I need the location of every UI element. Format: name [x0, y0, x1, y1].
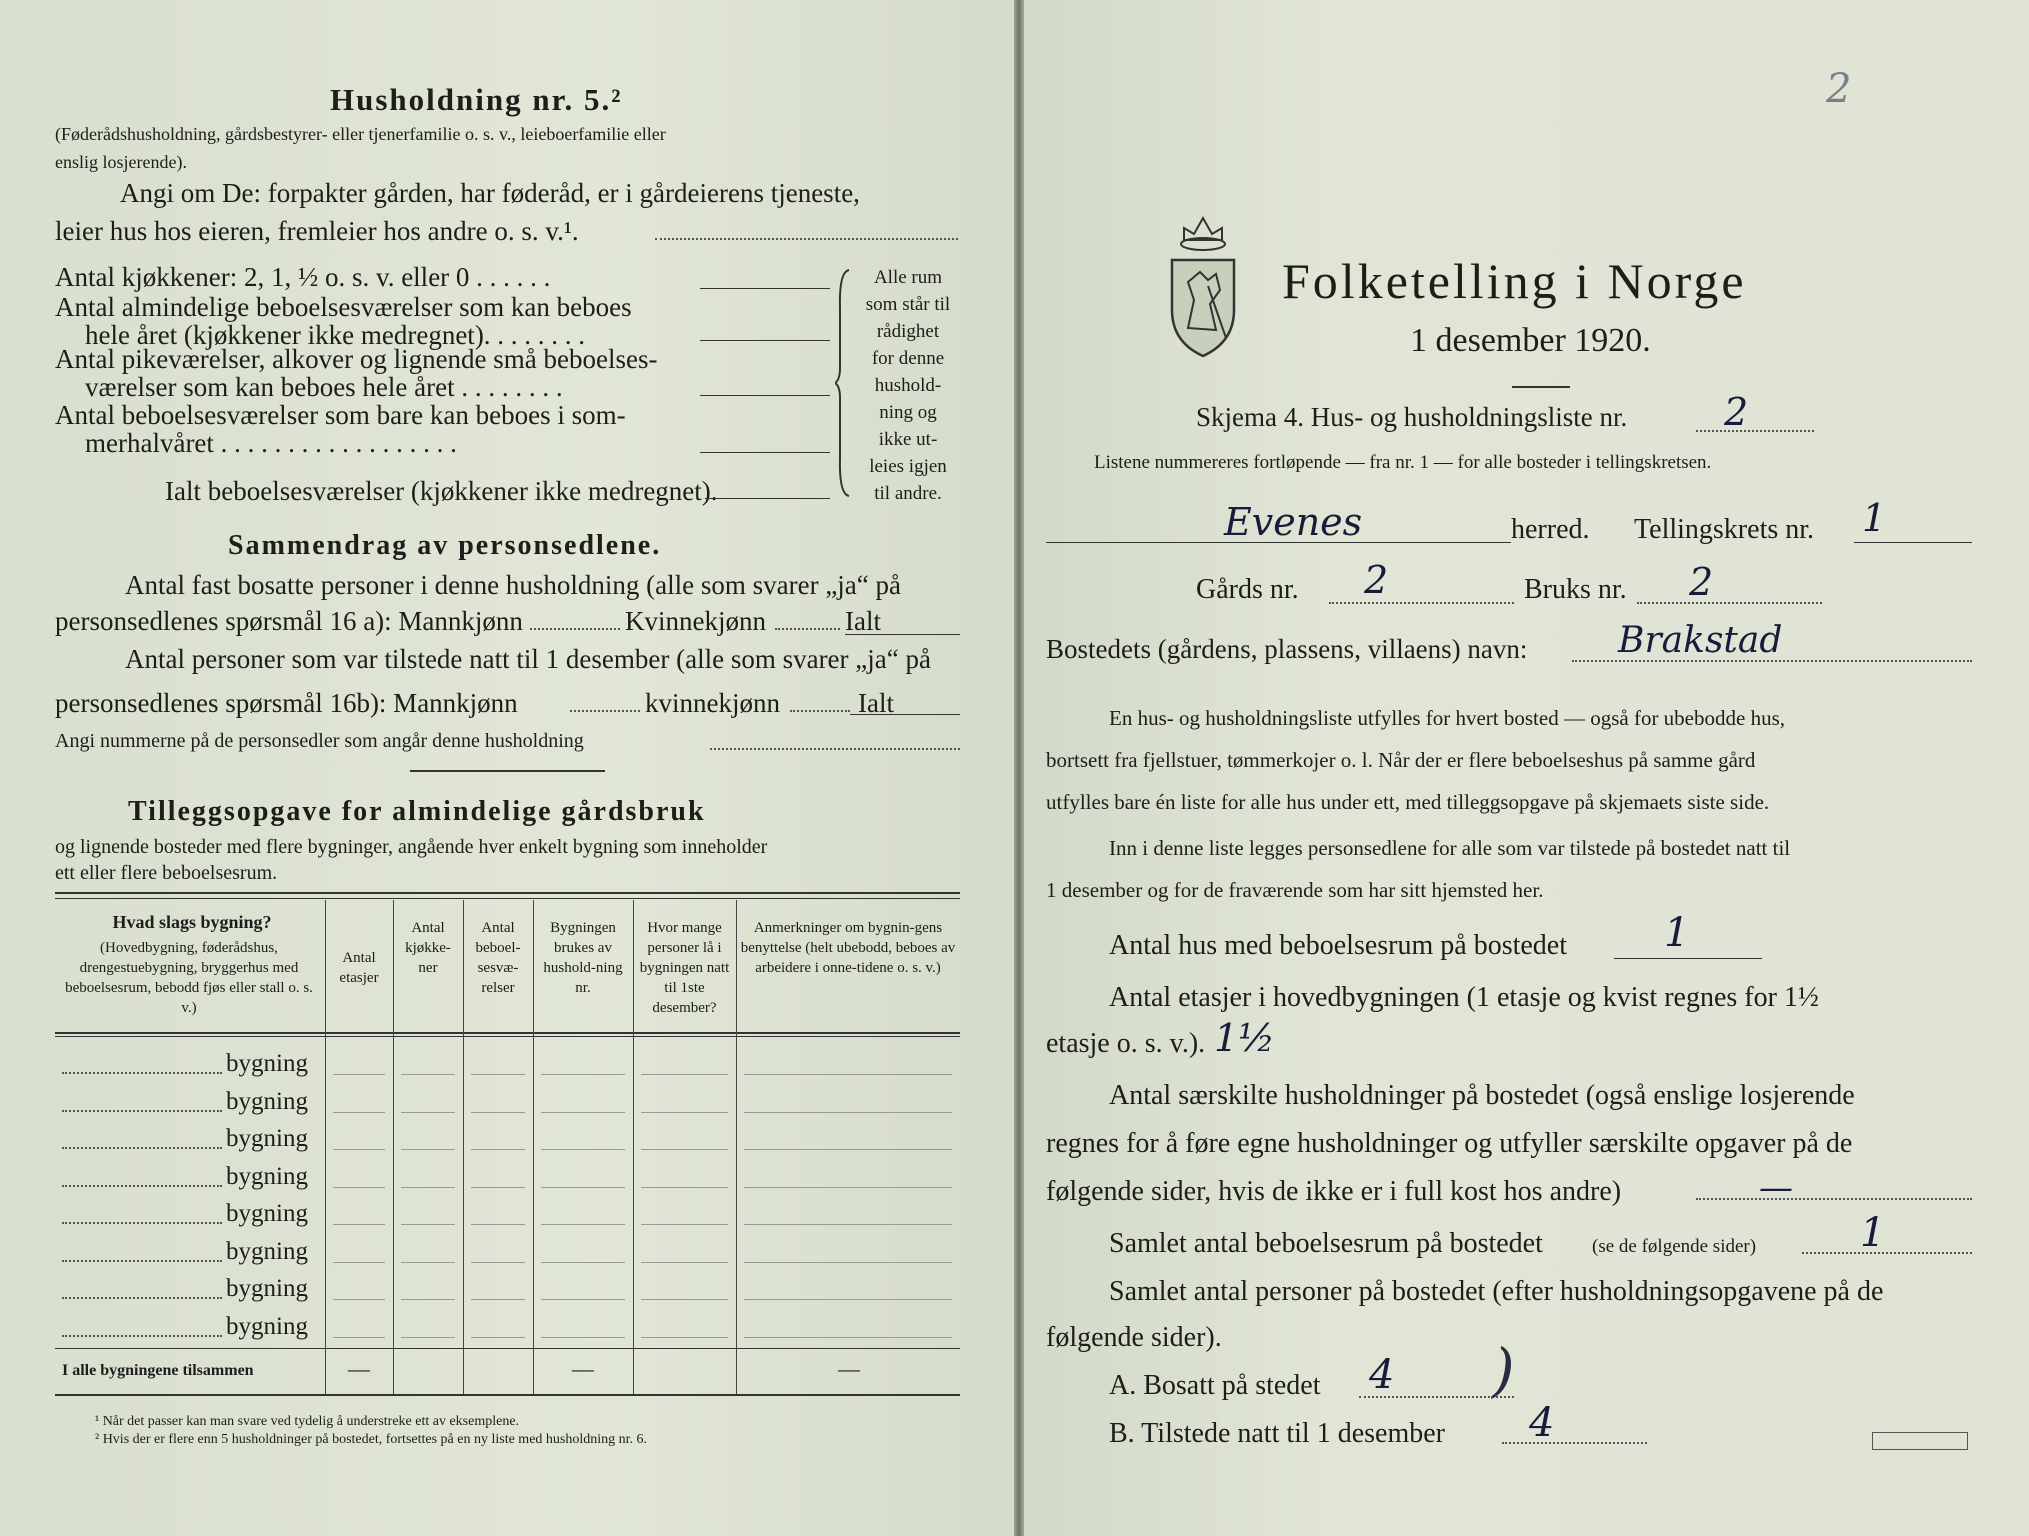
samlet-pers-label-b: følgende sider). — [1046, 1322, 1222, 1353]
husholdning-title: Husholdning nr. 5.² — [330, 82, 623, 117]
ialt-rooms-label: Ialt beboelsesværelser (kjøkkener ikke medregnet). — [165, 476, 718, 506]
alm-field[interactable] — [700, 340, 830, 341]
gards-value[interactable]: 2 — [1364, 558, 1389, 602]
samlet-pers-label-a: Samlet antal personer på bostedet (efter husholdningsopgavene på de — [1109, 1276, 1884, 1307]
hus-field — [1614, 958, 1762, 959]
table-cell-field[interactable] — [333, 1224, 385, 1225]
table-total-rule — [55, 1348, 960, 1349]
tillegg-sub-b: ett eller flere beboelsesrum. — [55, 862, 278, 884]
building-row-label: bygning — [226, 1125, 308, 1152]
sammendrag-p2c: kvinnekjønn — [645, 688, 780, 718]
angi-line-a: Angi om De: forpakter gården, har føderåd, er i gårdeierens tjeneste, — [120, 178, 860, 208]
table-cell-field[interactable] — [641, 1187, 728, 1188]
table-cell-field[interactable] — [401, 1149, 455, 1150]
table-cell-field[interactable] — [401, 1112, 455, 1113]
building-type-field[interactable] — [62, 1147, 222, 1149]
sammendrag-p1d: Ialt — [845, 606, 881, 636]
p1-ialt-field[interactable] — [845, 634, 960, 635]
bracket-mark: ) — [1492, 1336, 1515, 1404]
section-divider — [410, 770, 605, 772]
herred-value[interactable]: Evenes — [1224, 500, 1363, 544]
table-cell-field[interactable] — [541, 1337, 625, 1338]
table-cell-field[interactable] — [641, 1224, 728, 1225]
brace-note-line: hushold- — [874, 375, 942, 396]
krets-field — [1854, 542, 1972, 543]
gards-field — [1329, 602, 1514, 604]
angi-line-b: leier hus hos eieren, fremleier hos andre o. s. v.¹. — [55, 216, 579, 246]
p3-field[interactable] — [710, 748, 960, 750]
p2-kvinne-field[interactable] — [790, 710, 850, 712]
bosatt-field — [1359, 1396, 1514, 1398]
somm-label-b: merhalvåret . . . . . . . . . . . . . . . . . . — [85, 428, 457, 458]
table-cell-field[interactable] — [541, 1112, 625, 1113]
building-row-label: bygning — [226, 1050, 308, 1077]
krets-value[interactable]: 1 — [1862, 496, 1887, 540]
printer-stamp — [1872, 1432, 1968, 1450]
table-cell-field[interactable] — [471, 1187, 525, 1188]
skjema-label: Skjema 4. Hus- og husholdningsliste nr. — [1196, 402, 1628, 432]
table-cell-field[interactable] — [641, 1074, 728, 1075]
total-dash-anmerkninger: — — [838, 1356, 860, 1381]
alm-label-b: hele året (kjøkkener ikke medregnet). . . . . . . . — [85, 320, 586, 350]
table-cell-field[interactable] — [541, 1074, 625, 1075]
sarsk-label-a: Antal særskilte husholdninger på bostedet (også enslige losjerende — [1109, 1080, 1855, 1111]
table-cell-field[interactable] — [401, 1337, 455, 1338]
pike-label-b: værelser som kan beboes hele året . . . . . . . . — [85, 372, 563, 402]
instruction-1: En hus- og husholdningsliste utfylles for hvert bosted — også for ubebodde hus, — [1109, 706, 1785, 730]
sammendrag-p2a: Antal personer som var tilstede natt til 1 desember (alle som svarer „ja“ på — [125, 644, 931, 674]
table-cell-field[interactable] — [641, 1112, 728, 1113]
brace-note-line: for denne — [871, 348, 945, 369]
table-cell-field[interactable] — [744, 1262, 952, 1263]
tilstede-label: B. Tilstede natt til 1 desember — [1109, 1418, 1445, 1449]
pike-field[interactable] — [700, 395, 830, 396]
husholdning-subtitle-a: (Føderådshusholdning, gårdsbestyrer- eller tjenerfamilie o. s. v., leieboerfamilie eller — [55, 124, 666, 144]
main-title: Folketelling i Norge — [1282, 253, 1747, 309]
building-row-label: bygning — [226, 1312, 308, 1340]
tillegg-title: Tilleggsopgave for almindelige gårdsbruk — [128, 796, 706, 827]
table-cell-field[interactable] — [333, 1149, 385, 1150]
table-header-cell: Bygningen brukes av hushold-ning nr. — [543, 920, 623, 996]
table-cell-field[interactable] — [641, 1262, 728, 1263]
sammendrag-p2b: personsedlenes spørsmål 16b): Mannkjønn — [55, 688, 518, 718]
table-header-rule-thin — [55, 1036, 960, 1037]
table-header-cell: Antal etasjer — [339, 950, 379, 986]
table-cell-field[interactable] — [541, 1187, 625, 1188]
brace-note-line: som står til — [865, 294, 951, 315]
hus-value[interactable]: 1 — [1664, 910, 1690, 956]
brace-note-line: Alle rum — [873, 267, 943, 288]
table-column-rule — [736, 900, 737, 1394]
book-gutter — [1014, 0, 1024, 1536]
hus-label: Antal hus med beboelsesrum på bostedet — [1109, 930, 1568, 961]
sarsk-value[interactable]: — — [1759, 1168, 1793, 1208]
table-top-rule — [55, 892, 960, 894]
table-column-rule — [463, 900, 464, 1394]
building-row-label: bygning — [226, 1237, 308, 1265]
skjema-field — [1696, 430, 1814, 432]
bosatt-label: A. Bosatt på stedet — [1109, 1370, 1321, 1401]
table-cell-field[interactable] — [333, 1337, 385, 1338]
census-date: 1 desember 1920. — [1410, 322, 1651, 359]
husholdning-subtitle-b: enslig losjerende). — [55, 152, 187, 172]
building-type-field[interactable] — [62, 1222, 222, 1224]
instruction-5: 1 desember og for de fraværende som har sitt hjemsted her. — [1046, 878, 1544, 902]
gards-label: Gårds nr. — [1196, 574, 1299, 605]
table-cell-field[interactable] — [471, 1224, 525, 1225]
bruks-label: Bruks nr. — [1524, 574, 1627, 605]
table-column-rule — [533, 900, 534, 1394]
table-cell-field[interactable] — [471, 1337, 525, 1338]
table-header-cell: Anmerkninger om bygnin-gens benyttelse (helt ubebodd, beboes av arbeidere i onne-tidene o. s. v.) — [740, 920, 956, 976]
building-row-label: bygning — [226, 1200, 308, 1227]
table-cell-field[interactable] — [401, 1224, 455, 1225]
table-bottom-rule — [55, 1394, 960, 1396]
tillegg-sub-a: og lignende bosteder med flere bygninger, angående hver enkelt bygning som inneholder — [55, 836, 768, 858]
tilstede-field — [1502, 1442, 1647, 1444]
sammendrag-title: Sammendrag av personsedlene. — [228, 530, 662, 561]
table-column-rule — [633, 900, 634, 1394]
table-cell-field[interactable] — [471, 1074, 525, 1075]
sammendrag-p1a: Antal fast bosatte personer i denne husholdning (alle som svarer „ja“ på — [125, 570, 901, 600]
alm-label-a: Antal almindelige beboelsesværelser som kan beboes — [55, 292, 632, 322]
building-type-field[interactable] — [62, 1072, 222, 1074]
bosatt-value[interactable]: 4 — [1369, 1352, 1395, 1398]
herred-field — [1046, 542, 1511, 543]
table-column-rule — [393, 900, 394, 1394]
p2-mann-field[interactable] — [570, 710, 640, 712]
brace-note-line: ning og — [879, 402, 937, 423]
sammendrag-p2d: Ialt — [858, 688, 894, 718]
etasjer-value[interactable]: 1½ — [1214, 1016, 1276, 1060]
table-cell-field[interactable] — [641, 1149, 728, 1150]
ialt-rooms-field[interactable] — [705, 498, 830, 499]
building-row-label: bygning — [226, 1162, 308, 1190]
sammendrag-p1c: Kvinnekjønn — [625, 606, 766, 636]
total-dash-husholdning: — — [572, 1356, 594, 1381]
table-cell-field[interactable] — [401, 1074, 455, 1075]
table-header-cell: Antal kjøkke-ner — [405, 920, 451, 976]
table-cell-field[interactable] — [744, 1299, 952, 1300]
samlet-rum-label: Samlet antal beboelsesrum på bostedet — [1109, 1228, 1543, 1259]
bruks-value[interactable]: 2 — [1689, 560, 1714, 604]
samlet-rum-value[interactable]: 1 — [1860, 1210, 1886, 1256]
instruction-4: Inn i denne liste legges personsedlene for alle som var tilstede på bostedet natt til — [1109, 836, 1791, 860]
table-cell-field[interactable] — [401, 1299, 455, 1300]
table-cell-field[interactable] — [471, 1299, 525, 1300]
instruction-2: bortsett fra fjellstuer, tømmerkojer o. l. Når der er flere beboelseshus på samme gård — [1046, 748, 1756, 772]
instruction-3: utfylles bare én liste for alle hus under ett, med tilleggsopgave på skjemaets siste side. — [1046, 790, 1770, 814]
sarsk-field — [1696, 1198, 1972, 1200]
etasjer-label-a: Antal etasjer i hovedbygningen (1 etasje og kvist regnes for 1½ — [1109, 982, 1819, 1013]
table-header-rule — [55, 1032, 960, 1034]
table-cell-field[interactable] — [541, 1224, 625, 1225]
table-cell-field[interactable] — [744, 1074, 952, 1075]
listene-note: Listene nummereres fortløpende — fra nr. 1 — for alle bosteder i tellingskretsen. — [1094, 452, 1712, 473]
kjokkener-label: Antal kjøkkener: 2, 1, ½ o. s. v. eller 0 . . . . . . — [55, 262, 551, 292]
table-top-rule-thin — [55, 898, 960, 899]
brace-icon — [835, 268, 855, 498]
total-dash-etasjer: — — [348, 1356, 370, 1381]
brace-note-line: ikke ut- — [878, 429, 938, 450]
kjokkener-field[interactable] — [700, 288, 830, 289]
table-cell-field[interactable] — [333, 1187, 385, 1188]
table-cell-field[interactable] — [641, 1299, 728, 1300]
table-cell-field[interactable] — [541, 1149, 625, 1150]
right-page — [1024, 0, 2029, 1536]
samlet-rum-field — [1802, 1252, 1972, 1254]
sarsk-label-b: regnes for å føre egne husholdninger og utfyller særskilte opgaver på de — [1046, 1128, 1853, 1159]
sarsk-label-c: følgende sider, hvis de ikke er i full kost hos andre) — [1046, 1176, 1622, 1207]
table-cell-field[interactable] — [641, 1337, 728, 1338]
somm-field[interactable] — [700, 452, 830, 453]
title-divider — [1512, 386, 1570, 388]
p1-mann-field[interactable] — [530, 628, 620, 630]
building-type-field[interactable] — [62, 1185, 222, 1187]
somm-label-a: Antal beboelsesværelser som bare kan beboes i som- — [55, 400, 626, 430]
table-col1-desc: (Hovedbygning, føderådshus, drengestuebygning, bryggerhus med beboelsesrum, bebodd fjøs eller stall o. s. v.) — [65, 940, 313, 1016]
table-cell-field[interactable] — [541, 1299, 625, 1300]
bruks-field — [1637, 602, 1822, 604]
skjema-value[interactable]: 2 — [1724, 390, 1749, 434]
table-cell-field[interactable] — [744, 1337, 952, 1338]
coat-of-arms-icon — [1164, 210, 1242, 360]
table-cell-field[interactable] — [333, 1112, 385, 1113]
table-cell-field[interactable] — [744, 1187, 952, 1188]
table-cell-field[interactable] — [471, 1149, 525, 1150]
left-page — [0, 0, 1014, 1536]
table-cell-field[interactable] — [333, 1262, 385, 1263]
bosted-label: Bostedets (gårdens, plassens, villaens) navn: — [1046, 634, 1528, 664]
footnote-2: ² Hvis der er flere enn 5 husholdninger på bostedet, fortsettes på en ny liste med husholdning nr. 6. — [95, 1432, 648, 1447]
herred-label: herred. — [1511, 514, 1590, 545]
sammendrag-p3: Angi nummerne på de personsedler som angår denne husholdning — [55, 730, 584, 752]
table-total-label: I alle bygningene tilsammen — [62, 1362, 254, 1379]
table-column-rule — [325, 900, 326, 1394]
table-cell-field[interactable] — [401, 1262, 455, 1263]
table-cell-field[interactable] — [333, 1074, 385, 1075]
building-row-label: bygning — [226, 1275, 308, 1302]
samlet-rum-note: (se de følgende sider) — [1592, 1236, 1757, 1257]
krets-label: Tellingskrets nr. — [1634, 514, 1815, 545]
etasjer-label-b: etasje o. s. v.). — [1046, 1028, 1206, 1059]
p1-kvinne-field[interactable] — [775, 628, 840, 630]
brace-note-line: til andre. — [874, 483, 942, 504]
page-number: 2 — [1826, 66, 1852, 112]
building-type-field[interactable] — [62, 1260, 222, 1262]
table-cell-field[interactable] — [744, 1224, 952, 1225]
table-cell-field[interactable] — [744, 1149, 952, 1150]
pike-label-a: Antal pikeværelser, alkover og lignende små beboelses- — [55, 344, 658, 374]
sammendrag-p1b: personsedlenes spørsmål 16 a): Mannkjønn — [55, 606, 523, 636]
table-cell-field[interactable] — [744, 1112, 952, 1113]
brace-note-line: rådighet — [876, 321, 940, 342]
building-row-label: bygning — [226, 1087, 308, 1115]
table-header-cell: Hvor mange personer lå i bygningen natt til 1ste desember? — [639, 920, 730, 1016]
brace-note-line: leies igjen — [869, 456, 947, 477]
building-type-field[interactable] — [62, 1297, 222, 1299]
bosted-value[interactable]: Brakstad — [1618, 620, 1783, 661]
brace-note — [858, 264, 958, 507]
table-cell-field[interactable] — [471, 1112, 525, 1113]
table-cell-field[interactable] — [471, 1262, 525, 1263]
table-header-cell: Antal beboel-sesvæ-relser — [475, 920, 521, 996]
table-cell-field[interactable] — [401, 1187, 455, 1188]
p2-ialt-field[interactable] — [850, 714, 960, 715]
tilstede-value[interactable]: 4 — [1529, 1400, 1555, 1446]
table-col1-title: Hvad slags bygning? — [112, 912, 272, 932]
angi-answer-line[interactable] — [655, 238, 958, 240]
bosted-field — [1572, 660, 1972, 662]
building-type-field[interactable] — [62, 1110, 222, 1112]
footnote-1: ¹ Når det passer kan man svare ved tydelig å understreke ett av eksemplene. — [95, 1414, 520, 1429]
table-cell-field[interactable] — [541, 1262, 625, 1263]
table-cell-field[interactable] — [333, 1299, 385, 1300]
building-type-field[interactable] — [62, 1335, 222, 1337]
